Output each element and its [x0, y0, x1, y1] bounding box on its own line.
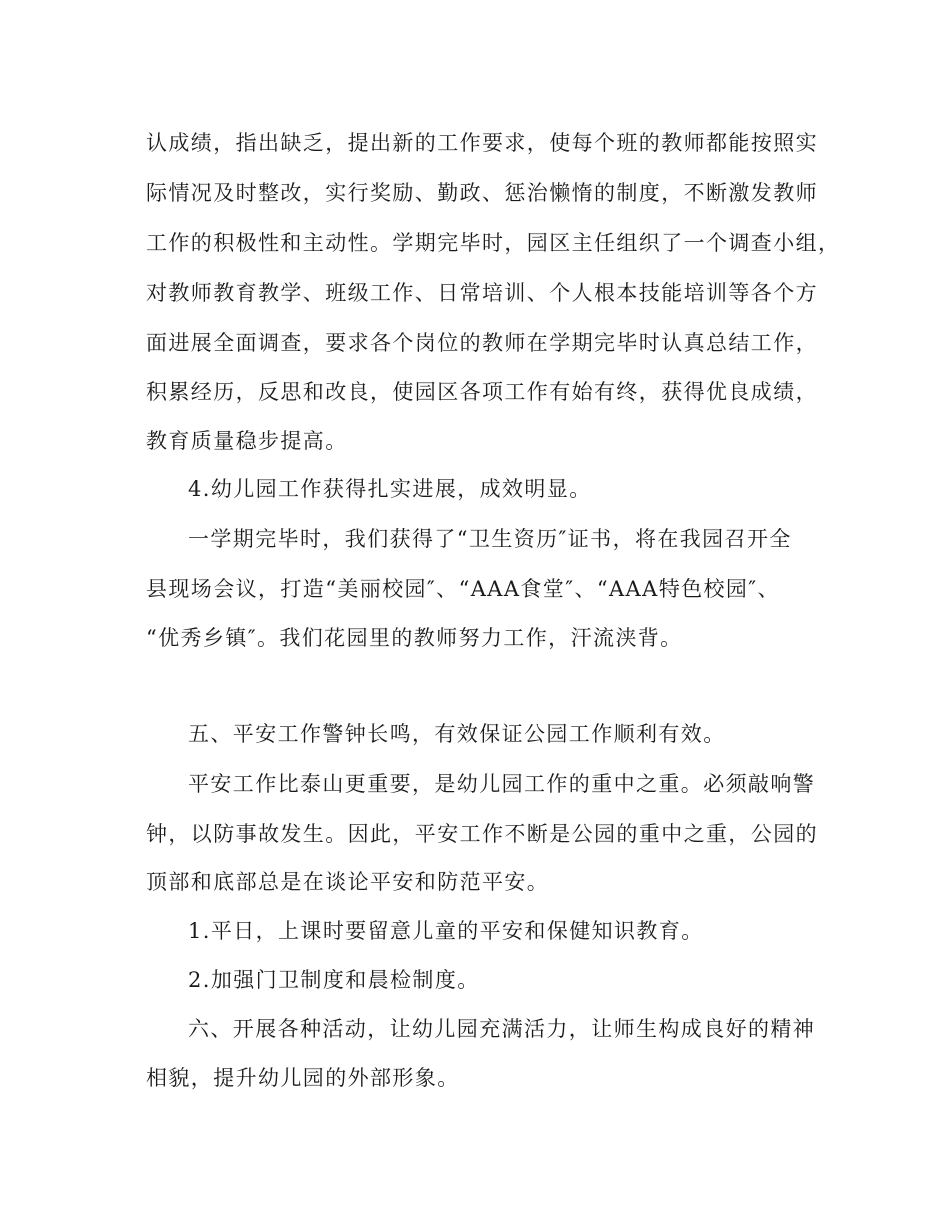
paragraph-line: 顶部和底部总是在谈论平安和防范平安。: [146, 870, 550, 894]
paragraph-line: 认成绩，指出缺乏，提出新的工作要求，使每个班的教师都能按照实: [146, 131, 818, 155]
paragraph-line: 对教师教育教学、班级工作、日常培训、个人根本技能培训等各个方: [146, 281, 818, 305]
paragraph-line: 面进展全面调查，要求各个岗位的教师在学期完毕时认真总结工作，: [146, 331, 818, 355]
paragraph-line: 一学期完毕时，我们获得了“卫生资历″证书，将在我园召开全: [188, 527, 792, 551]
section-heading: 六、开展各种活动，让幼儿园充满活力，让师生构成良好的精神: [188, 1017, 816, 1041]
list-item: 2.加强门卫制度和晨检制度。: [188, 968, 480, 992]
paragraph-line: 际情况及时整改，实行奖励、勤政、惩治懒惰的制度，不断激发教师: [146, 181, 818, 205]
paragraph-line: 教育质量稳步提高。: [146, 429, 348, 453]
paragraph-line: 县现场会议，打造“美丽校园″、“AAA食堂″、“AAA特色校园″、: [146, 577, 780, 601]
paragraph-line: “优秀乡镇″。我们花园里的教师努力工作，汗流浃背。: [146, 626, 683, 650]
list-item: 1.平日，上课时要留意儿童的平安和保健知识教育。: [188, 919, 704, 943]
paragraph-line: 平安工作比泰山更重要，是幼儿园工作的重中之重。必须敲响警: [188, 772, 816, 796]
paragraph-line: 钟，以防事故发生。因此，平安工作不断是公园的重中之重，公园的: [146, 822, 818, 846]
section-heading: 五、平安工作警钟长鸣，有效保证公园工作顺利有效。: [188, 722, 726, 746]
paragraph-line: 工作的积极性和主动性。学期完毕时，园区主任组织了一个调查小组，: [146, 231, 841, 255]
section-item-heading: 4.幼儿园工作获得扎实进展，成效明显。: [188, 477, 592, 501]
paragraph-line: 积累经历，反思和改良，使园区各项工作有始有终，获得优良成绩，: [146, 380, 818, 404]
paragraph-line: 相貌，提升幼儿园的外部形象。: [146, 1066, 460, 1090]
